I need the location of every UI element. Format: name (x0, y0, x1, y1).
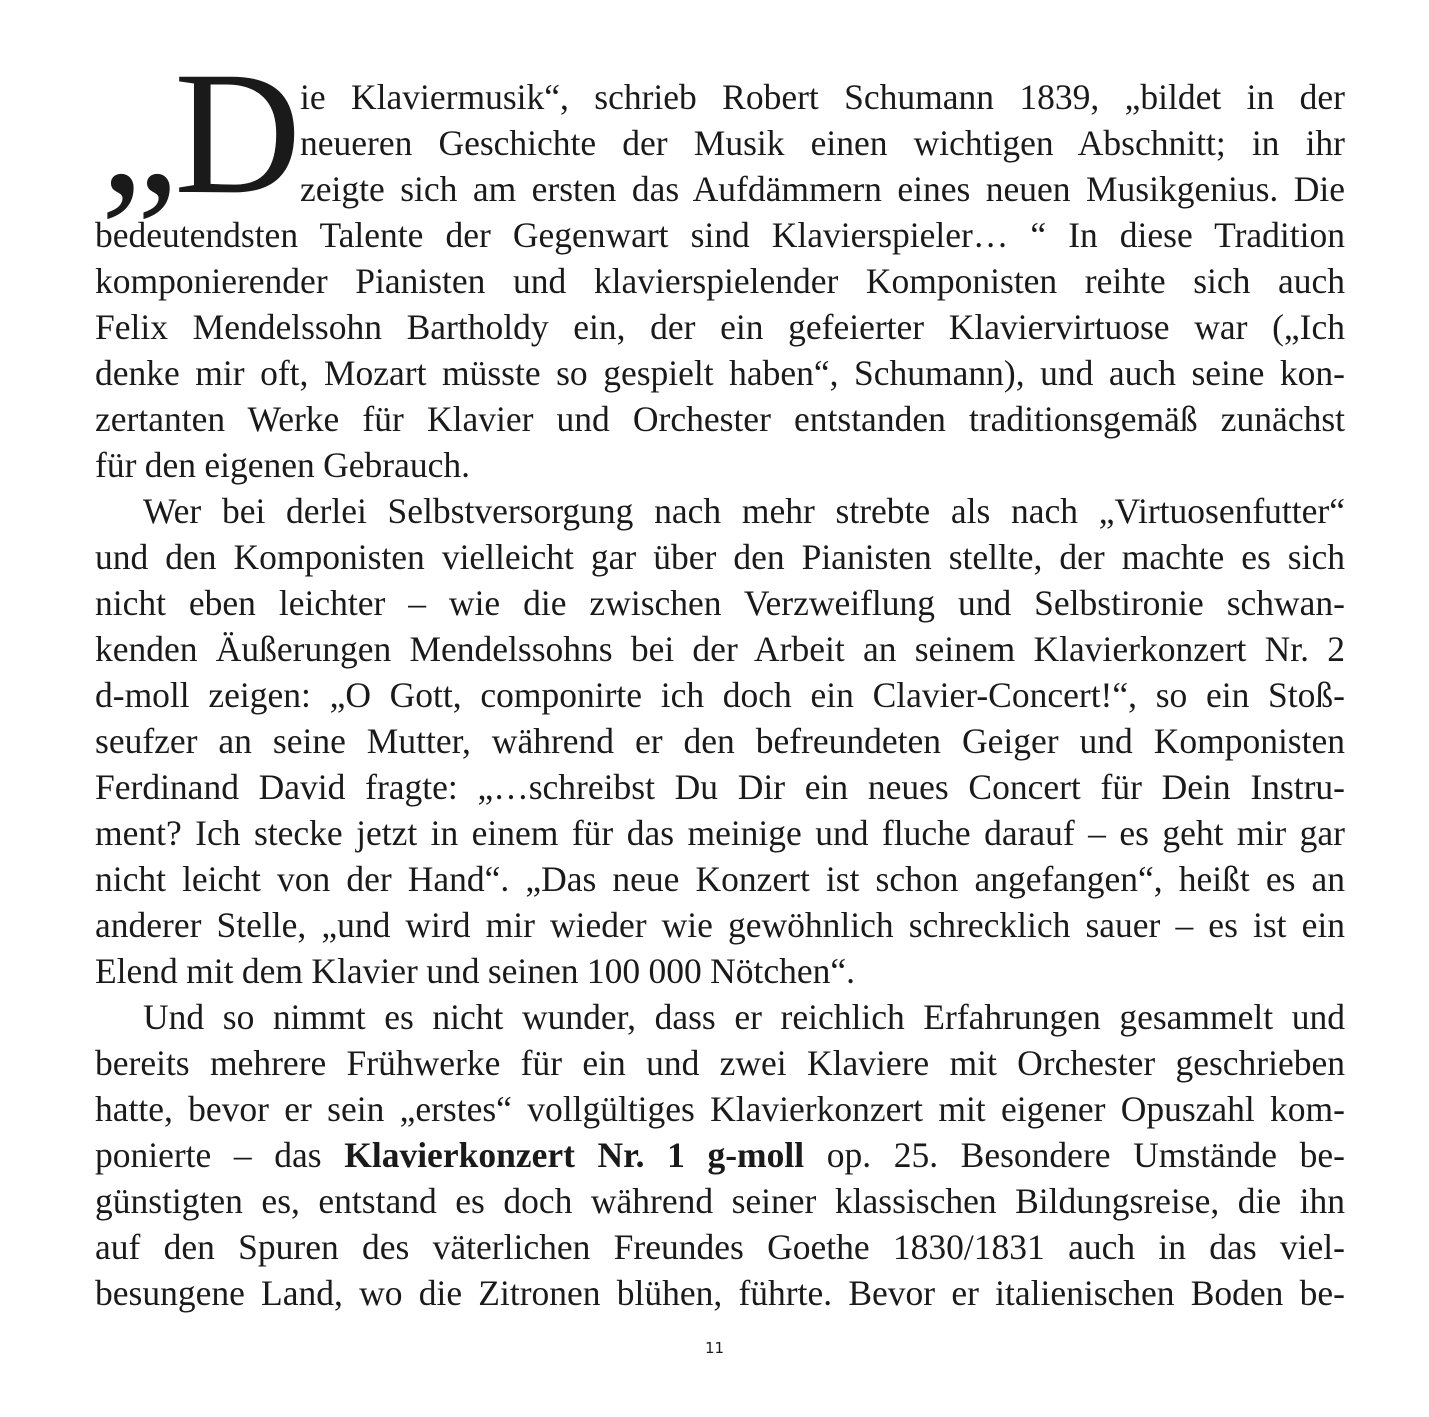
drop-cap: „D (100, 36, 298, 231)
text-line: zeigte sich am ersten das Aufdämmern eines neuen Musikgenius. Die (300, 169, 1345, 209)
text-line-with-bold (95, 1132, 1345, 1178)
text-line: zertanten Werke für Klavier und Orchester entstanden traditionsgemäß zunächst (95, 399, 1345, 439)
text-line: neueren Geschichte der Musik einen wichtigen Abschnitt; in ihr (300, 123, 1345, 163)
text-segment: ponierte – das (95, 1135, 345, 1175)
text-line: Wer bei derlei Selbstversorgung nach mehr strebte als nach „Virtuosenfutter“ (143, 491, 1345, 531)
text-line: bedeutendsten Talente der Gegenwart sind Klavierspieler… “ In diese Tradition (95, 215, 1345, 255)
text-line: hatte, bevor er sein „erstes“ vollgültiges Klavierkonzert mit eigener Opuszahl kom- (95, 1089, 1345, 1129)
text-line: bereits mehrere Frühwerke für ein und zwei Klaviere mit Orchester geschrieben (95, 1043, 1345, 1083)
text-line: d-moll zeigen: „O Gott, componirte ich doch ein Clavier-Concert!“, so ein Stoß- (95, 675, 1345, 715)
text-line: für den eigenen Gebrauch. (95, 445, 471, 485)
page-number: 11 (704, 1339, 725, 1357)
text-line: Elend mit dem Klavier und seinen 100 000 Nötchen“. (95, 951, 856, 991)
text-line: auf den Spuren des väterlichen Freundes Goethe 1830/1831 auch in das viel- (95, 1227, 1345, 1267)
text-line: komponierender Pianisten und klavierspielender Komponisten reihte sich auch (95, 261, 1345, 301)
text-segment: op. 25. Besondere Umstände be- (804, 1135, 1346, 1175)
bold-title: Klavierkonzert Nr. 1 g-moll (344, 1135, 805, 1175)
text-line: besungene Land, wo die Zitronen blühen, führte. Bevor er italienischen Boden be- (95, 1273, 1345, 1313)
text-line: Ferdinand David fragte: „…schreibst Du Dir ein neues Concert für Dein Instru- (95, 767, 1345, 807)
text-line: nicht leicht von der Hand“. „Das neue Konzert ist schon angefangen“, heißt es an (95, 859, 1345, 899)
text-line: seufzer an seine Mutter, während er den befreundeten Geiger und Komponisten (95, 721, 1345, 761)
text-line: kenden Äußerungen Mendelssohns bei der Arbeit an seinem Klavierkonzert Nr. 2 (95, 629, 1345, 669)
text-line: ment? Ich stecke jetzt in einem für das meinige und fluche darauf – es geht mir gar (95, 813, 1345, 853)
text-line: Und so nimmt es nicht wunder, dass er reichlich Erfahrungen gesammelt und (143, 997, 1345, 1037)
text-line: günstigten es, entstand es doch während seiner klassischen Bildungsreise, die ihn (95, 1181, 1345, 1221)
text-line: ie Klaviermusik“, schrieb Robert Schumann 1839, „bildet in der (300, 77, 1345, 117)
text-line: anderer Stelle, „und wird mir wieder wie gewöhnlich schrecklich sauer – es ist ein (95, 905, 1345, 945)
text-line: und den Komponisten vielleicht gar über den Pianisten stellte, der machte es sich (95, 537, 1345, 577)
text-line: denke mir oft, Mozart müsste so gespielt haben“, Schumann), und auch seine kon- (95, 353, 1345, 393)
text-line: nicht eben leichter – wie die zwischen Verzweiflung und Selbstironie schwan- (95, 583, 1345, 623)
text-line: Felix Mendelssohn Bartholdy ein, der ein gefeierter Klaviervirtuose war („Ich (95, 307, 1345, 347)
